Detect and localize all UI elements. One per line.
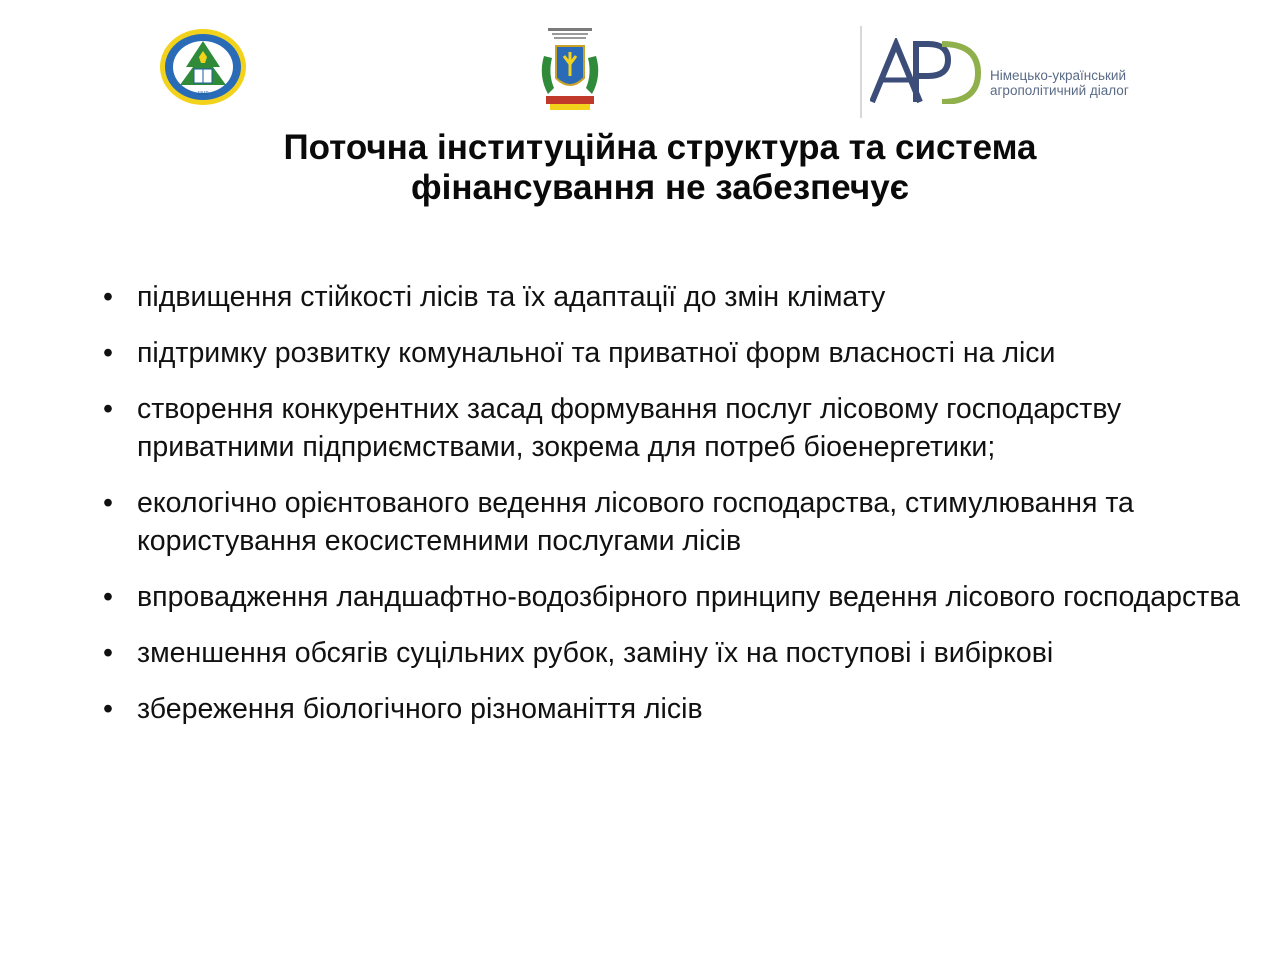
- list-item: [100, 578, 1260, 616]
- list-item: [100, 690, 1260, 728]
- list-item: [100, 634, 1260, 672]
- list-item: [100, 484, 1260, 560]
- list-item-text: створення конкурентних засад формування послуг лісовому господарству приватними підприємствами, зокрема для потреб біоенергетики;: [137, 393, 1122, 463]
- slide-title-line2: фінансування не забезпечує: [410, 168, 910, 207]
- slide-title: [160, 128, 1160, 208]
- list-item-text: впровадження ландшафтно-водозбірного принципу ведення лісового господарства: [137, 581, 1240, 613]
- list-item: [100, 334, 1260, 372]
- university-emblem-icon: [158, 27, 248, 107]
- bullet-icon: •: [103, 281, 113, 313]
- bullet-list: [100, 278, 1260, 746]
- apd-divider: [860, 26, 862, 118]
- coat-of-arms-icon: [534, 26, 606, 114]
- apd-tagline-line1: Німецько-український: [990, 68, 1127, 83]
- apd-tagline: [990, 68, 1129, 98]
- bullet-icon: •: [103, 581, 113, 613]
- bullet-icon: •: [103, 637, 113, 669]
- apd-logo: [860, 26, 1150, 118]
- bullet-icon: •: [103, 487, 113, 519]
- list-item: [100, 390, 1260, 466]
- bullet-icon: •: [103, 337, 113, 369]
- list-item-text: екологічно орієнтованого ведення лісового господарства, стимулювання та користування екосистемними послугами лісів: [137, 487, 1134, 557]
- university-emblem-logo: [158, 27, 248, 107]
- list-item-text: зменшення обсягів суцільних рубок, заміну їх на поступові і вибіркові: [137, 637, 1054, 669]
- coat-of-arms-logo: [534, 26, 606, 114]
- slide-title-line1: Поточна інституційна структура та система: [283, 128, 1037, 167]
- apd-tagline-line2: агрополітичний діалог: [990, 83, 1129, 98]
- bullet-icon: •: [103, 693, 113, 725]
- list-item-text: підвищення стійкості лісів та їх адаптації до змін клімату: [137, 281, 886, 313]
- apd-mark-icon: [870, 38, 982, 104]
- list-item: [100, 278, 1260, 316]
- list-item-text: збереження біологічного різноманіття лісів: [137, 693, 703, 725]
- bullet-icon: •: [103, 393, 113, 425]
- emblem-year: 1840: [197, 91, 209, 97]
- list-item-text: підтримку розвитку комунальної та приватної форм власності на ліси: [137, 337, 1056, 369]
